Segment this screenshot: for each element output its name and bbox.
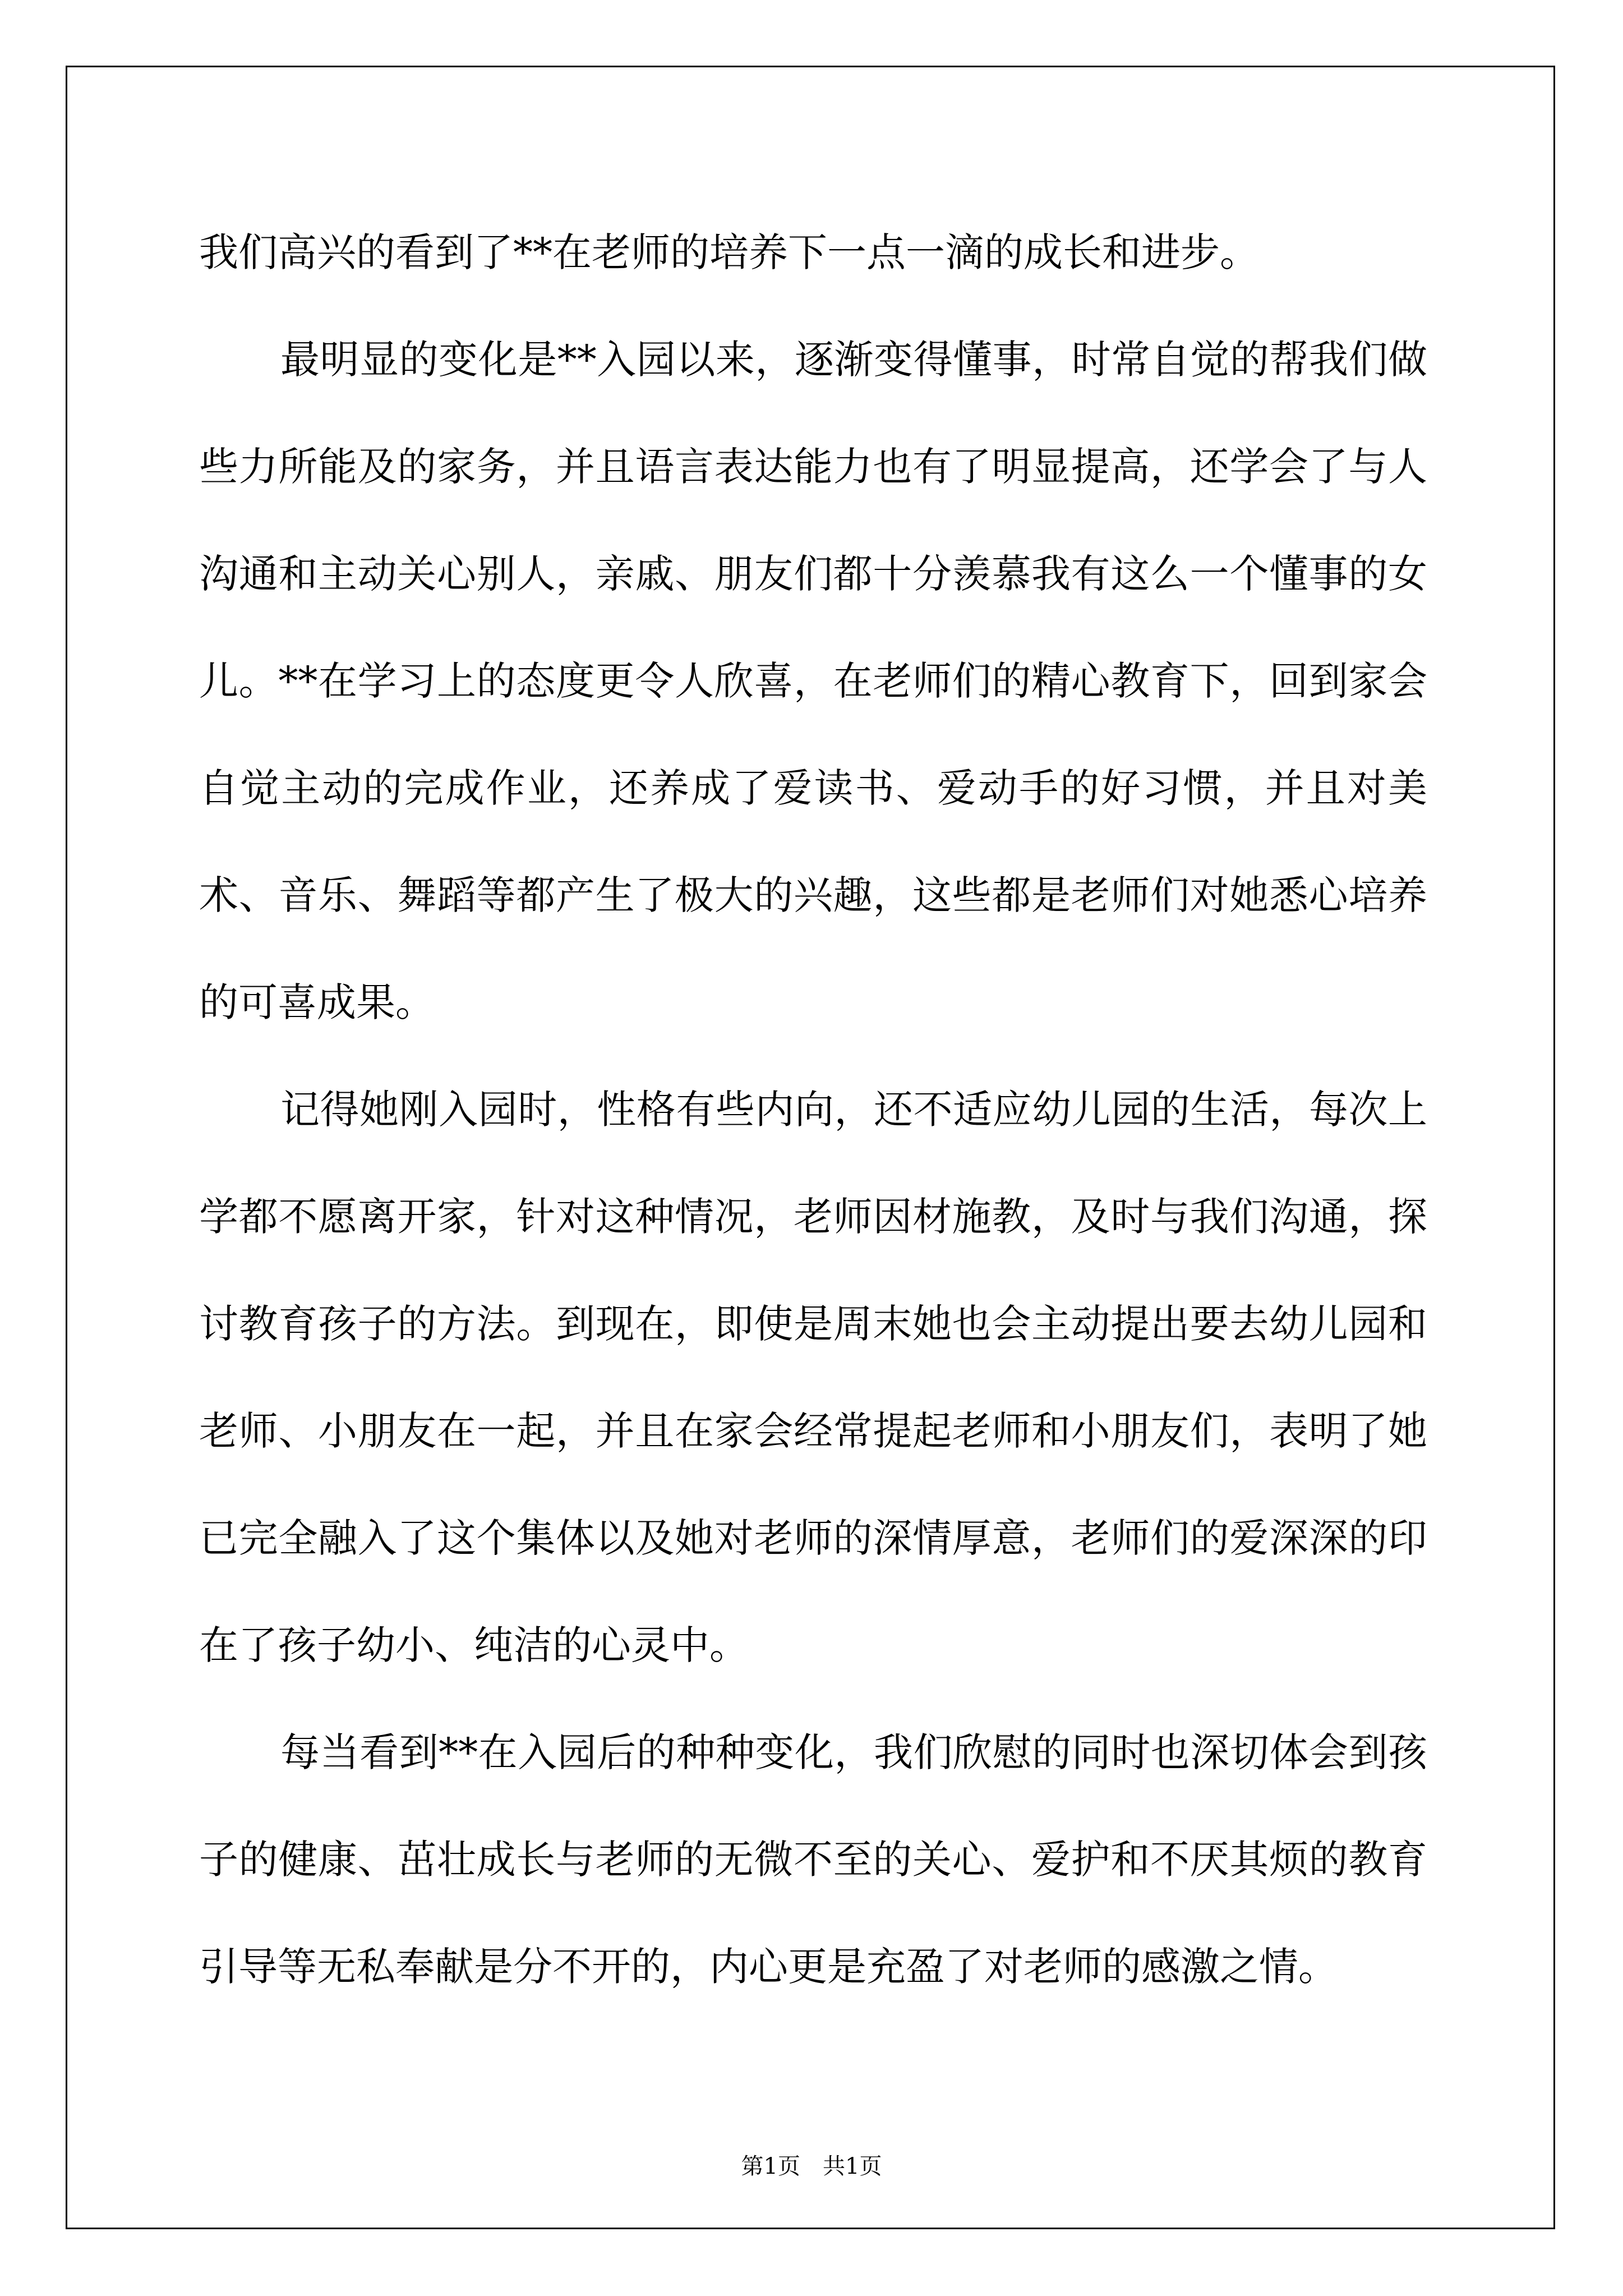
paragraph-3: 记得她刚入园时，性格有些内向，还不适应幼儿园的生活，每次上学都不愿离开家，针对这种情况，老师因材施教，及时与我们沟通，探讨教育孩子的方法。到现在，即使是周末她也会主动提出要去幼儿园和老师、小朋友在一起，并且在家会经常提起老师和小朋友们，表明了她已完全融入了这个集体以及她对老师的深情厚意，老师们的爱深深的印在了孩子幼小、纯洁的心灵中。 (199, 1087, 1427, 1668)
paragraph-4: 每当看到**在入园后的种种变化，我们欣慰的同时也深切体会到孩子的健康、茁壮成长与老师的无微不至的关心、爱护和不厌其烦的教育引导等无私奉献是分不开的，内心更是充盈了对老师的感激之情。 (199, 1729, 1427, 1990)
document-body (199, 199, 1427, 2021)
paragraph-2: 最明显的变化是**入园以来，逐渐变得懂事，时常自觉的帮我们做些力所能及的家务，并且语言表达能力也有了明显提高，还学会了与人沟通和主动关心别人，亲戚、朋友们都十分羡慕我有这么一个懂事的女儿。**在学习上的态度更令人欣喜，在老师们的精心教育下，回到家会自觉主动的完成作业，还养成了爱读书、爱动手的好习惯，并且对美术、音乐、舞蹈等都产生了极大的兴趣，这些都是老师们对她悉心培养的可喜成果。 (199, 337, 1427, 1025)
paragraph-1: 我们高兴的看到了**在老师的培养下一点一滴的成长和进步。 (199, 229, 1259, 275)
page-number-footer: 第1页 共1页 (741, 2154, 882, 2179)
